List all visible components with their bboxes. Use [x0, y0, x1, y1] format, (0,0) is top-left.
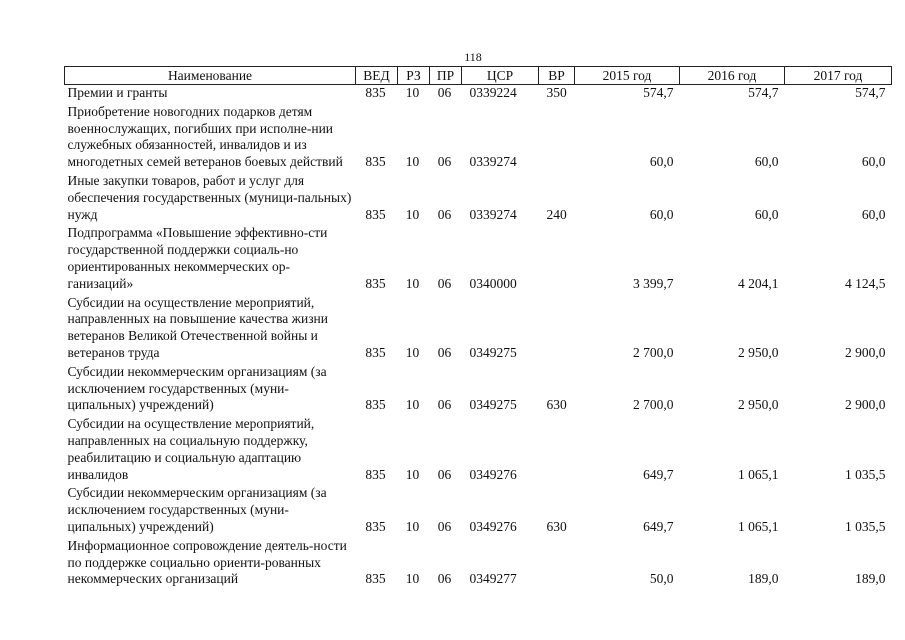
cell-y2017: 574,7	[855, 85, 886, 100]
cell-ved: 835	[365, 344, 386, 360]
table-row	[65, 538, 892, 590]
cell-ved: 835	[365, 154, 386, 170]
cell-vr	[539, 225, 575, 294]
header-2017: 2017 год	[785, 67, 892, 85]
cell-rz: 10	[405, 206, 420, 222]
cell-rz: 10	[405, 466, 420, 482]
table-row	[65, 295, 892, 364]
cell-pr: 06	[437, 206, 452, 222]
cell-csr: 0349276	[469, 466, 517, 482]
cell-pr: 06	[437, 85, 452, 100]
table-row	[65, 104, 892, 173]
cell-csr: 0349275	[469, 397, 517, 413]
cell-name: Иные закупки товаров, работ и услуг для обеспечения государственных (муници-пальных) нужд	[67, 172, 352, 222]
cell-rz: 10	[405, 275, 420, 291]
cell-y2016: 60,0	[754, 206, 779, 222]
cell-ved: 835	[365, 85, 386, 100]
cell-y2017: 60,0	[861, 154, 886, 170]
cell-pr: 06	[437, 344, 452, 360]
cell-y2015: 50,0	[649, 571, 674, 587]
cell-rz: 10	[405, 85, 420, 100]
cell-pr: 06	[437, 154, 452, 170]
cell-rz: 10	[405, 397, 420, 413]
cell-y2015: 649,7	[643, 518, 674, 534]
cell-y2015: 2 700,0	[633, 344, 674, 360]
budget-table	[64, 66, 892, 590]
cell-name: Субсидии на осуществление мероприятий, направленных на социальную поддержку, реабилитацию и социальную адаптацию инвалидов	[67, 416, 315, 482]
table-row	[65, 416, 892, 485]
cell-csr: 0339274	[469, 206, 517, 222]
cell-vr: 630	[546, 397, 567, 413]
cell-ved: 835	[365, 518, 386, 534]
cell-y2015: 649,7	[643, 466, 674, 482]
cell-y2016: 2 950,0	[738, 397, 779, 413]
cell-rz: 10	[405, 518, 420, 534]
cell-vr: 630	[546, 518, 567, 534]
cell-y2016: 2 950,0	[738, 344, 779, 360]
cell-pr: 06	[437, 571, 452, 587]
cell-y2017: 2 900,0	[845, 397, 886, 413]
cell-y2016: 189,0	[748, 571, 779, 587]
cell-y2017: 189,0	[855, 571, 886, 587]
cell-y2016: 60,0	[754, 154, 779, 170]
cell-ved: 835	[365, 571, 386, 587]
cell-pr: 06	[437, 275, 452, 291]
cell-name: Субсидии на осуществление мероприятий, направленных на повышение качества жизни ветеранов Великой Отечественной войны и ветеранов труда	[67, 294, 329, 360]
table-row	[65, 225, 892, 294]
table-row	[65, 485, 892, 537]
table-row	[65, 85, 892, 104]
page-number: 118	[464, 50, 482, 64]
cell-csr: 0339274	[469, 154, 517, 170]
cell-ved: 835	[365, 397, 386, 413]
header-2015: 2015 год	[575, 67, 680, 85]
cell-y2016: 1 065,1	[738, 466, 779, 482]
cell-y2016: 1 065,1	[738, 518, 779, 534]
table-header	[65, 67, 892, 85]
cell-csr: 0349276	[469, 518, 517, 534]
cell-y2017: 2 900,0	[845, 344, 886, 360]
cell-name: Субсидии некоммерческим организациям (за исключением государственных (муни-ципальных) учреждений)	[67, 485, 327, 534]
cell-rz: 10	[405, 571, 420, 587]
cell-y2016: 4 204,1	[738, 275, 779, 291]
cell-csr: 0349275	[469, 344, 517, 360]
header-csr: ЦСР	[462, 67, 539, 85]
cell-name: Информационное сопровождение деятель-ности по поддержке социально ориенти-рованных некоммерческих организаций	[67, 537, 347, 587]
header-row	[65, 67, 892, 85]
cell-y2015: 60,0	[649, 154, 674, 170]
cell-name: Подпрограмма «Повышение эффективно-сти государственной поддержки социаль-но ориентированных некоммерческих ор-ганизаций»	[67, 225, 328, 291]
cell-pr: 06	[437, 518, 452, 534]
table-body	[65, 85, 892, 591]
cell-name: Приобретение новогодних подарков детям военнослужащих, погибших при исполне-нии служебных обязанностей, инвалидов и из многодетных семей ветеранов боевых действий	[67, 103, 343, 170]
header-vr: ВР	[539, 67, 575, 85]
cell-y2015: 60,0	[649, 206, 674, 222]
cell-y2015: 574,7	[643, 85, 674, 100]
cell-y2017: 4 124,5	[845, 275, 886, 291]
table-row	[65, 364, 892, 416]
cell-vr: 350	[546, 85, 567, 100]
cell-y2015: 3 399,7	[633, 275, 674, 291]
header-rz: РЗ	[398, 67, 430, 85]
cell-y2016: 574,7	[748, 85, 779, 100]
cell-rz: 10	[405, 344, 420, 360]
cell-y2015: 2 700,0	[633, 397, 674, 413]
table-row	[65, 173, 892, 225]
cell-csr: 0349277	[469, 571, 517, 587]
cell-name: Премии и гранты	[67, 85, 168, 100]
cell-pr: 06	[437, 466, 452, 482]
header-name: Наименование	[65, 67, 356, 85]
cell-pr: 06	[437, 397, 452, 413]
cell-y2017: 1 035,5	[845, 466, 886, 482]
header-2016: 2016 год	[680, 67, 785, 85]
header-ved: ВЕД	[356, 67, 398, 85]
cell-ved: 835	[365, 466, 386, 482]
cell-ved: 835	[365, 206, 386, 222]
cell-y2017: 60,0	[861, 206, 886, 222]
header-pr: ПР	[430, 67, 462, 85]
cell-vr	[539, 104, 575, 173]
cell-rz: 10	[405, 154, 420, 170]
cell-vr	[539, 295, 575, 364]
cell-csr: 0340000	[469, 275, 517, 291]
cell-csr: 0339224	[469, 85, 517, 100]
cell-vr	[539, 538, 575, 590]
cell-name: Субсидии некоммерческим организациям (за исключением государственных (муни-ципальных) учреждений)	[67, 363, 327, 413]
cell-ved: 835	[365, 275, 386, 291]
cell-y2017: 1 035,5	[845, 518, 886, 534]
cell-vr	[539, 416, 575, 485]
cell-vr: 240	[546, 206, 567, 222]
